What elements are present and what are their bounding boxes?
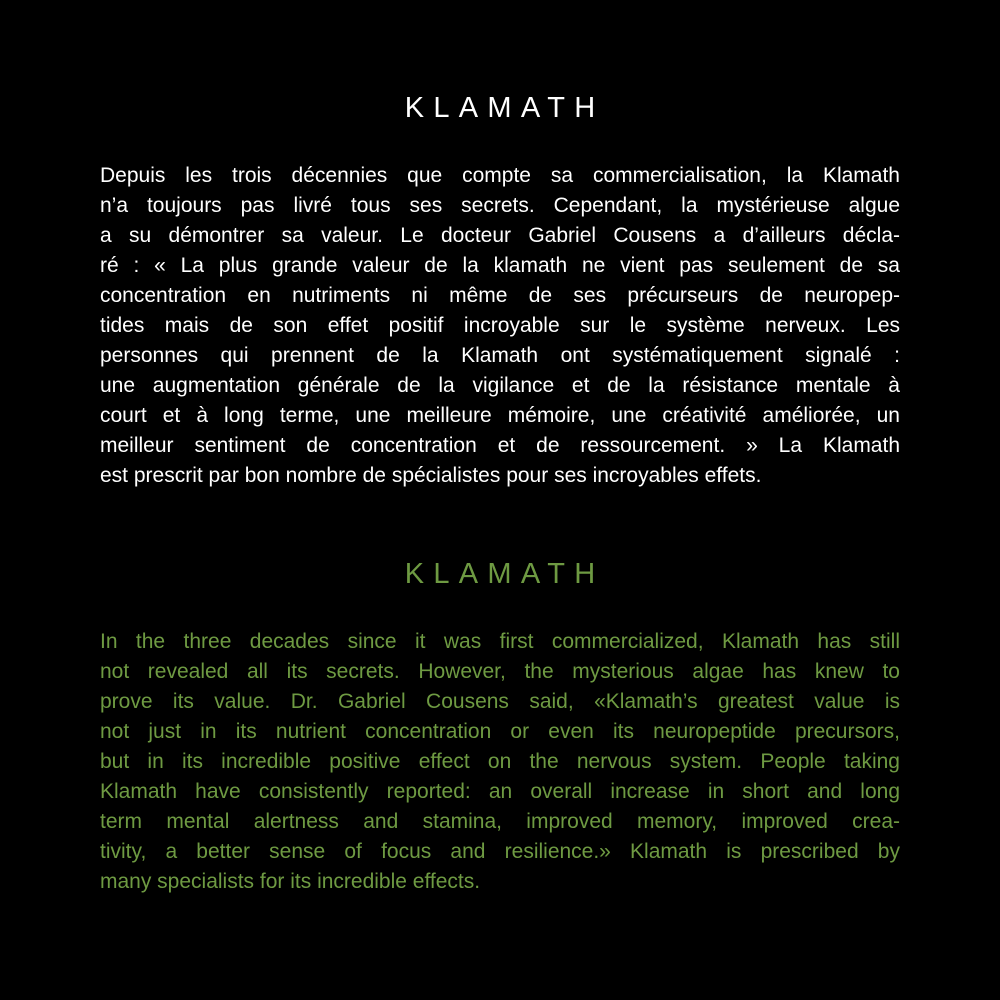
- french-section: [100, 91, 900, 491]
- english-line: tivity, a better sense of focus and resilience.» Klamath is prescribed by: [100, 840, 900, 863]
- english-line: many specialists for its incredible effects.: [100, 870, 481, 893]
- french-line: personnes qui prennent de la Klamath ont systématiquement signalé :: [100, 344, 900, 367]
- french-title: KLAMATH: [404, 92, 605, 124]
- french-line: ré : « La plus grande valeur de la klamath ne vient pas seulement de sa: [100, 254, 900, 277]
- french-line: a su démontrer sa valeur. Le docteur Gabriel Cousens a d’ailleurs décla-: [100, 224, 900, 247]
- english-line: prove its value. Dr. Gabriel Cousens said, «Klamath’s greatest value is: [100, 690, 900, 713]
- french-paragraph: [100, 161, 900, 491]
- french-line: une augmentation générale de la vigilance et de la résistance mentale à: [100, 374, 900, 397]
- french-line: concentration en nutriments ni même de ses précurseurs de neuropep-: [100, 284, 900, 307]
- french-line: meilleur sentiment de concentration et de ressourcement. » La Klamath: [100, 434, 900, 457]
- french-line: Depuis les trois décennies que compte sa commercialisation, la Klamath: [100, 164, 900, 187]
- english-line: In the three decades since it was first commercialized, Klamath has still: [100, 630, 900, 653]
- french-line: tides mais de son effet positif incroyable sur le système nerveux. Les: [100, 314, 900, 337]
- french-line: n’a toujours pas livré tous ses secrets. Cependant, la mystérieuse algue: [100, 194, 900, 217]
- english-line: not just in its nutrient concentration or even its neuropeptide precursors,: [100, 720, 900, 743]
- english-title: KLAMATH: [404, 558, 605, 590]
- english-line: Klamath have consistently reported: an overall increase in short and long: [100, 780, 900, 803]
- english-line: but in its incredible positive effect on the nervous system. People taking: [100, 750, 900, 773]
- english-section: [100, 557, 900, 897]
- english-line: not revealed all its secrets. However, the mysterious algae has knew to: [100, 660, 900, 683]
- french-line: est prescrit par bon nombre de spécialistes pour ses incroyables effets.: [100, 464, 762, 487]
- french-line: court et à long terme, une meilleure mémoire, une créativité améliorée, un: [100, 404, 900, 427]
- english-paragraph: [100, 627, 900, 897]
- english-line: term mental alertness and stamina, improved memory, improved crea-: [100, 810, 900, 833]
